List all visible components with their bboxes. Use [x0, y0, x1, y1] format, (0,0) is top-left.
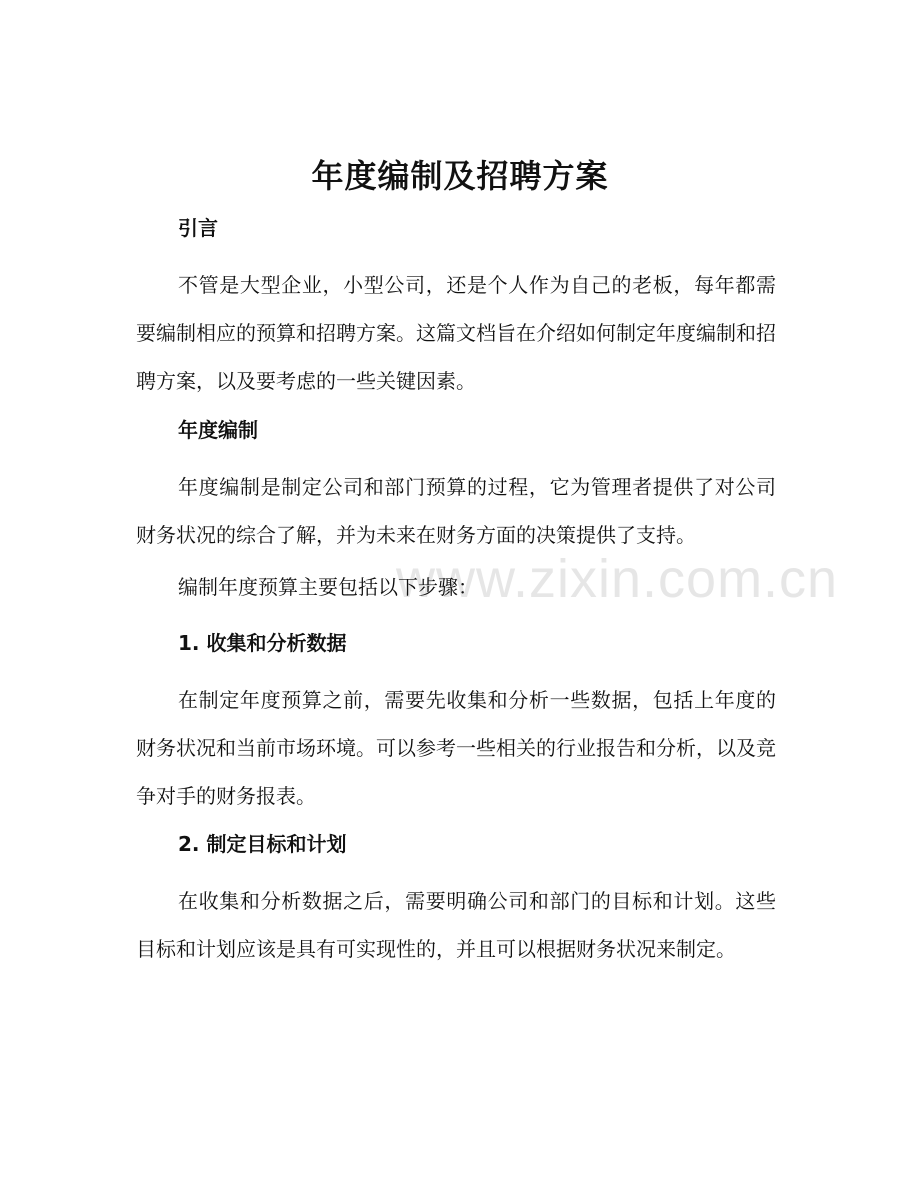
paragraph-annual-budget: 年度编制是制定公司和部门预算的过程，它为管理者提供了对公司财务状况的综合了解，并为未来在财务方面的决策提供了支持。: [136, 475, 776, 547]
document-title: 年度编制及招聘方案: [311, 157, 609, 195]
section-heading-step-1: 1. 收集和分析数据: [178, 631, 347, 655]
paragraph-step-1: 在制定年度预算之前，需要先收集和分析一些数据，包括上年度的财务状况和当前市场环境。可以参考一些相关的行业报告和分析，以及竞争对手的财务报表。: [136, 688, 776, 808]
section-heading-intro: 引言: [178, 216, 218, 240]
paragraph-intro: 不管是大型企业，小型公司，还是个人作为自己的老板，每年都需要编制相应的预算和招聘方案。这篇文档旨在介绍如何制定年度编制和招聘方案，以及要考虑的一些关键因素。: [136, 273, 776, 393]
paragraph-step-2: 在收集和分析数据之后，需要明确公司和部门的目标和计划。这些目标和计划应该是具有可实现性的，并且可以根据财务状况来制定。: [136, 889, 776, 961]
section-heading-step-2: 2. 制定目标和计划: [178, 832, 347, 856]
watermark: www.zixin.com.cn: [396, 549, 839, 609]
section-heading-annual-budget: 年度编制: [178, 418, 258, 442]
paragraph-steps-intro: 编制年度预算主要包括以下步骤：: [178, 575, 478, 599]
